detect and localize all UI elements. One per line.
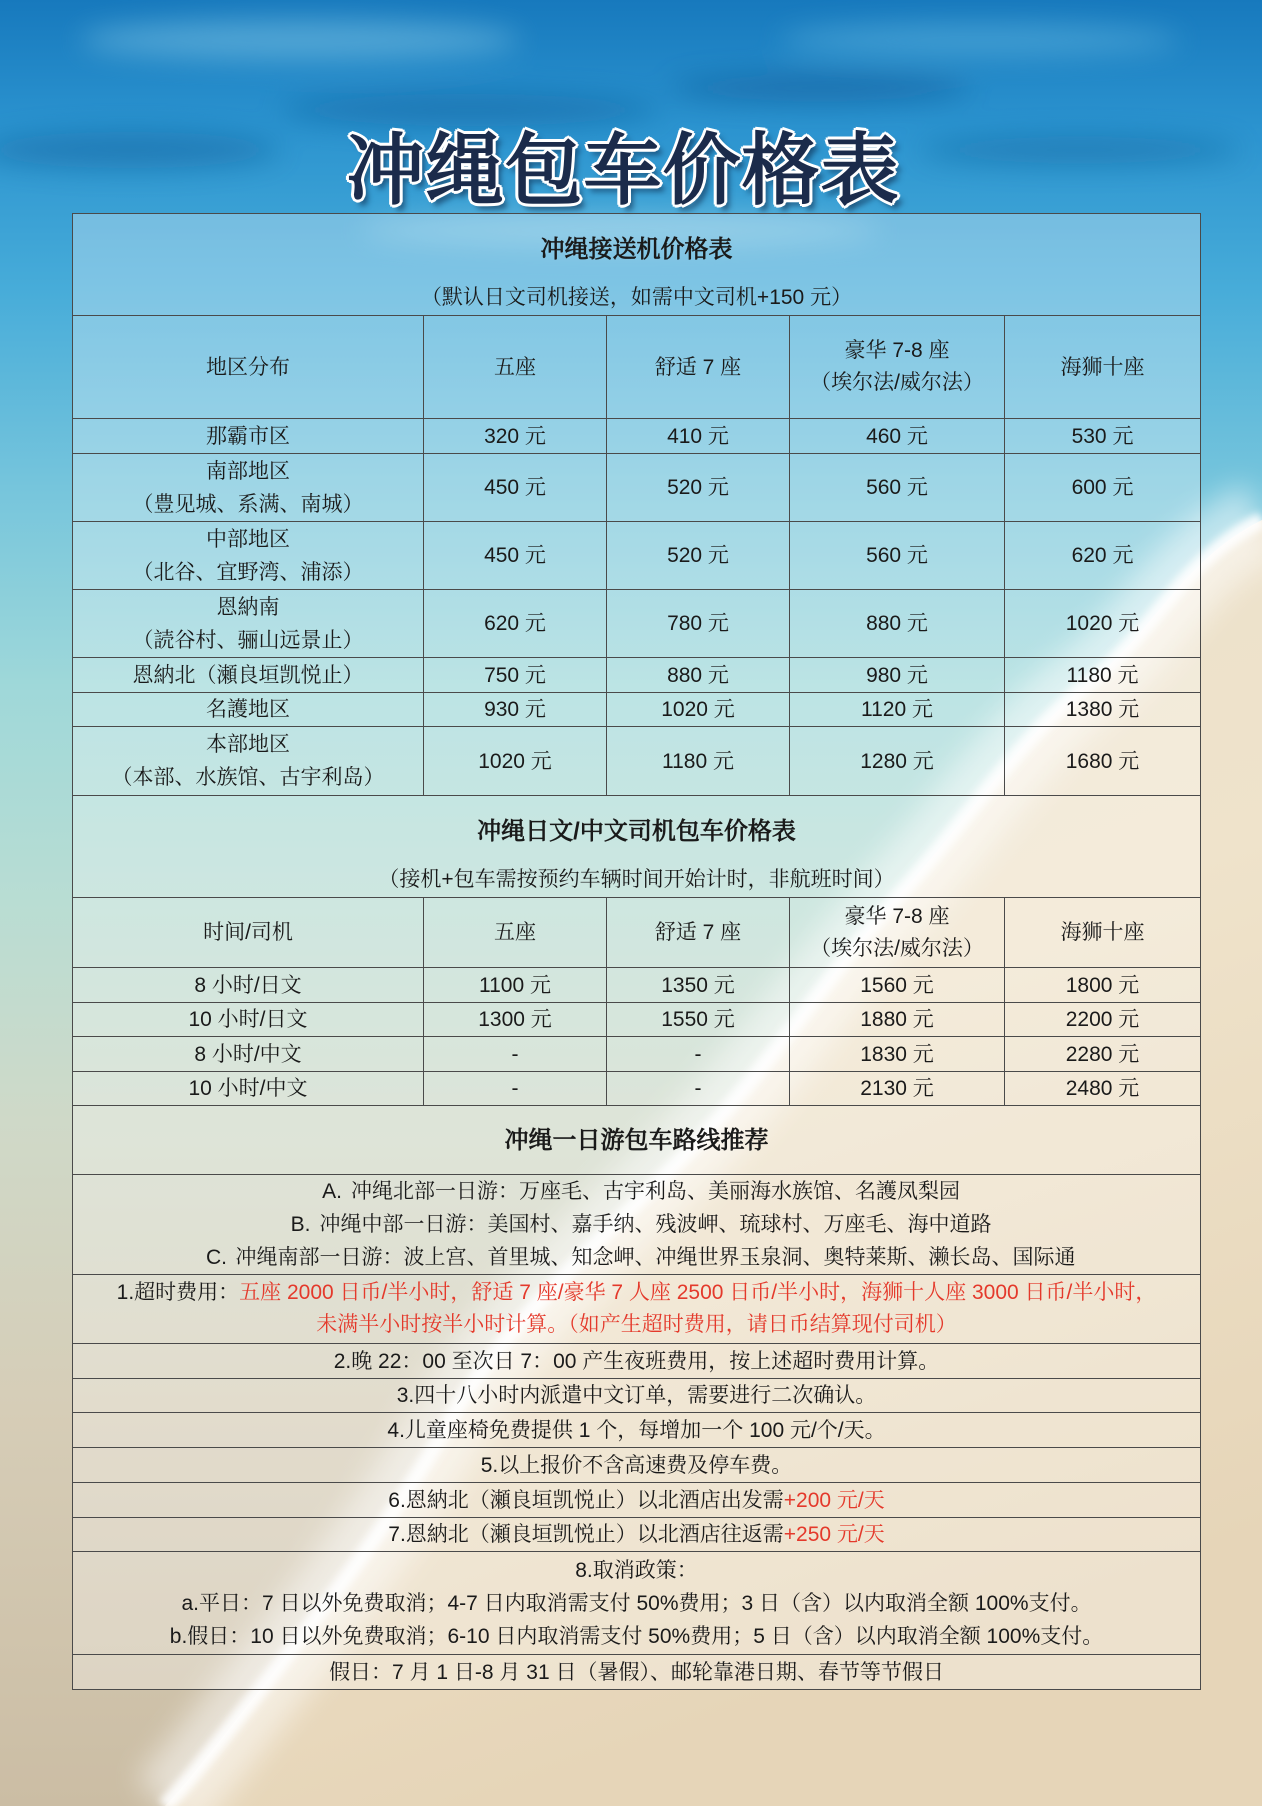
route-text: 冲绳北部一日游：万座毛、古宇利岛、美丽海水族馆、名護凤梨园 (351, 1180, 961, 1203)
price-cell: 520 元 (607, 522, 790, 590)
header-five-seat: 五座 (424, 898, 607, 968)
price-cell: 320 元 (424, 419, 607, 454)
note-north-roundtrip (73, 1518, 1201, 1552)
transfer-table-subtitle: （默认日文司机接送，如需中文司机+150 元） (420, 286, 853, 309)
note-holidays: 假日：7 月 1 日-8 月 31 日（暑假）、邮轮靠港日期、春节等节假日 (73, 1655, 1201, 1690)
routes-row (73, 1175, 1201, 1275)
header-comfort-7: 舒适 7 座 (607, 316, 790, 419)
charter-table-title: 冲绳日文/中文司机包车价格表 (477, 818, 796, 845)
header-luxury-7-8 (790, 316, 1005, 419)
area-cell (73, 727, 424, 796)
price-cell: 1300 元 (424, 1003, 607, 1037)
price-cell: - (424, 1072, 607, 1106)
note-cancellation (73, 1552, 1201, 1655)
route-text: 冲绳南部一日游：波上宫、首里城、知念岬、冲绳世界玉泉洞、奥特莱斯、濑长岛、国际通 (235, 1246, 1076, 1269)
price-cell: 1180 元 (1005, 658, 1201, 693)
transfer-header-row (73, 316, 1201, 419)
price-cell: 1550 元 (607, 1003, 790, 1037)
note-row (73, 1518, 1201, 1552)
price-cell: - (607, 1037, 790, 1072)
note-row (73, 1552, 1201, 1655)
route-label: A. (322, 1180, 342, 1203)
header-region: 地区分布 (73, 316, 424, 419)
price-cell: 1680 元 (1005, 727, 1201, 796)
surcharge: +200 元/天 (783, 1488, 885, 1512)
price-table (72, 213, 1201, 1690)
area-name: 恩納南 (216, 595, 280, 619)
charter-section-header-row (73, 796, 1201, 898)
route-label: C. (206, 1246, 228, 1269)
area-detail: （本部、水族馆、古宇利岛） (111, 766, 385, 789)
overtime-rule: 未满半小时按半小时计算。（如产生超时费用，请日币结算现付司机） (316, 1313, 957, 1336)
area-cell (73, 454, 424, 522)
price-cell: 1280 元 (790, 727, 1005, 796)
note-night-fee: 2.晚 22：00 至次日 7：00 产生夜班费用，按上述超时费用计算。 (73, 1344, 1201, 1379)
price-cell: 460 元 (790, 419, 1005, 454)
header-luxury-models: （埃尔法/威尔法） (810, 936, 984, 960)
route-label: B. (290, 1213, 311, 1236)
header-hiace-10: 海狮十座 (1005, 898, 1201, 968)
table-row (73, 693, 1201, 727)
area-cell: 那霸市区 (73, 419, 424, 454)
price-cell: 600 元 (1005, 454, 1201, 522)
overtime-rates: 五座 2000 日币/半小时，舒适 7 座/豪华 7 人座 2500 日币/半小时，海狮十人座 3000 日币/半小时， (239, 1281, 1157, 1304)
price-cell: 620 元 (1005, 522, 1201, 590)
page-title: 冲绳包车价格表 (346, 126, 900, 214)
header-five-seat: 五座 (424, 316, 607, 419)
table-row (73, 1003, 1201, 1037)
price-cell: 750 元 (424, 658, 607, 693)
price-cell: 1800 元 (1005, 968, 1201, 1003)
routes-section-header-row (73, 1106, 1201, 1175)
price-cell: 1560 元 (790, 968, 1005, 1003)
route-text: 冲绳中部一日游：美国村、嘉手纳、残波岬、琉球村、万座毛、海中道路 (319, 1213, 992, 1236)
transfer-table-title: 冲绳接送机价格表 (540, 236, 733, 263)
price-cell: 1100 元 (424, 968, 607, 1003)
list-item (73, 1208, 1200, 1241)
cancellation-weekday: a.平日：7 日以外免费取消；4-7 日内取消需支付 50%费用；3 日（含）以内取消全额 100%支付。 (181, 1591, 1092, 1615)
area-detail: （読谷村、骊山远景止） (132, 628, 364, 652)
table-row (73, 727, 1201, 796)
price-cell: 1830 元 (790, 1037, 1005, 1072)
table-row (73, 658, 1201, 693)
note-child-seat: 4.儿童座椅免费提供 1 个，每增加一个 100 元/个/天。 (73, 1413, 1201, 1448)
note-line (73, 1277, 1200, 1309)
note-label: 1.超时费用： (116, 1281, 240, 1304)
area-detail: （北谷、宜野湾、浦添） (132, 560, 364, 584)
table-row (73, 590, 1201, 658)
duration-cell: 8 小时/日文 (73, 968, 424, 1003)
table-row (73, 419, 1201, 454)
price-cell: 2130 元 (790, 1072, 1005, 1106)
duration-cell: 10 小时/日文 (73, 1003, 424, 1037)
price-cell: - (607, 1072, 790, 1106)
price-cell: 450 元 (424, 454, 607, 522)
area-name: 中部地区 (206, 527, 290, 551)
price-cell: 780 元 (607, 590, 790, 658)
price-cell: 980 元 (790, 658, 1005, 693)
price-cell: - (424, 1037, 607, 1072)
transfer-section-header-row (73, 214, 1201, 316)
price-cell: 1380 元 (1005, 693, 1201, 727)
list-item (73, 1175, 1200, 1208)
note-overtime (73, 1275, 1201, 1344)
price-cell: 2480 元 (1005, 1072, 1201, 1106)
price-cell: 410 元 (607, 419, 790, 454)
price-cell: 1180 元 (607, 727, 790, 796)
area-cell: 恩納北（瀬良垣凯悦止） (73, 658, 424, 693)
area-detail: （豊见城、系满、南城） (132, 492, 364, 516)
price-cell: 560 元 (790, 454, 1005, 522)
cancellation-holiday: b.假日：10 日以外免费取消；6-10 日内取消需支付 50%费用；5 日（含）以内取消全额 100%支付。 (169, 1624, 1104, 1648)
note-row (73, 1483, 1201, 1518)
note-text: 7.恩納北（瀬良垣凯悦止）以北酒店往返需 (388, 1523, 784, 1546)
transfer-section-header (73, 214, 1201, 316)
header-comfort-7: 舒适 7 座 (607, 898, 790, 968)
price-cell: 530 元 (1005, 419, 1201, 454)
routes-title: 冲绳一日游包车路线推荐 (73, 1106, 1201, 1175)
charter-section-header (73, 796, 1201, 898)
price-cell: 620 元 (424, 590, 607, 658)
price-cell: 1020 元 (424, 727, 607, 796)
price-cell: 1120 元 (790, 693, 1005, 727)
price-cell: 1020 元 (607, 693, 790, 727)
header-luxury-label: 豪华 7-8 座 (844, 904, 950, 928)
price-cell: 1880 元 (790, 1003, 1005, 1037)
area-name: 南部地区 (206, 459, 290, 483)
price-cell: 2200 元 (1005, 1003, 1201, 1037)
note-row (73, 1448, 1201, 1483)
table-row (73, 454, 1201, 522)
area-cell (73, 590, 424, 658)
note-row (73, 1344, 1201, 1379)
table-row (73, 1037, 1201, 1072)
price-cell: 520 元 (607, 454, 790, 522)
note-row (73, 1655, 1201, 1690)
note-row (73, 1275, 1201, 1344)
price-cell: 1020 元 (1005, 590, 1201, 658)
header-luxury-label: 豪华 7-8 座 (844, 339, 950, 362)
surcharge: +250 元/天 (783, 1523, 885, 1546)
charter-header-row (73, 898, 1201, 968)
table-row (73, 1072, 1201, 1106)
header-hiace-10: 海狮十座 (1005, 316, 1201, 419)
price-cell: 880 元 (607, 658, 790, 693)
note-north-departure (73, 1483, 1201, 1518)
note-row (73, 1379, 1201, 1413)
note-row (73, 1413, 1201, 1448)
price-cell: 1350 元 (607, 968, 790, 1003)
charter-table-subtitle: （接机+包车需按预约车辆时间开始计时，非航班时间） (378, 868, 895, 891)
header-duration: 时间/司机 (73, 898, 424, 968)
header-luxury-models: （埃尔法/威尔法） (810, 371, 984, 394)
price-cell: 930 元 (424, 693, 607, 727)
header-luxury-7-8 (790, 898, 1005, 968)
duration-cell: 8 小时/中文 (73, 1037, 424, 1072)
note-excluded-fees: 5.以上报价不含高速费及停车费。 (73, 1448, 1201, 1483)
list-item (73, 1241, 1200, 1274)
price-cell: 560 元 (790, 522, 1005, 590)
price-cell: 2280 元 (1005, 1037, 1201, 1072)
duration-cell: 10 小时/中文 (73, 1072, 424, 1106)
route-list (73, 1175, 1201, 1275)
table-row (73, 522, 1201, 590)
area-cell: 名護地区 (73, 693, 424, 727)
area-cell (73, 522, 424, 590)
price-cell: 880 元 (790, 590, 1005, 658)
cancellation-title: 8.取消政策： (575, 1558, 698, 1582)
price-cell: 450 元 (424, 522, 607, 590)
area-name: 本部地区 (206, 733, 290, 756)
note-confirmation: 3.四十八小时内派遣中文订单，需要进行二次确认。 (73, 1379, 1201, 1413)
note-text: 6.恩納北（瀬良垣凯悦止）以北酒店出发需 (388, 1488, 784, 1512)
table-row (73, 968, 1201, 1003)
